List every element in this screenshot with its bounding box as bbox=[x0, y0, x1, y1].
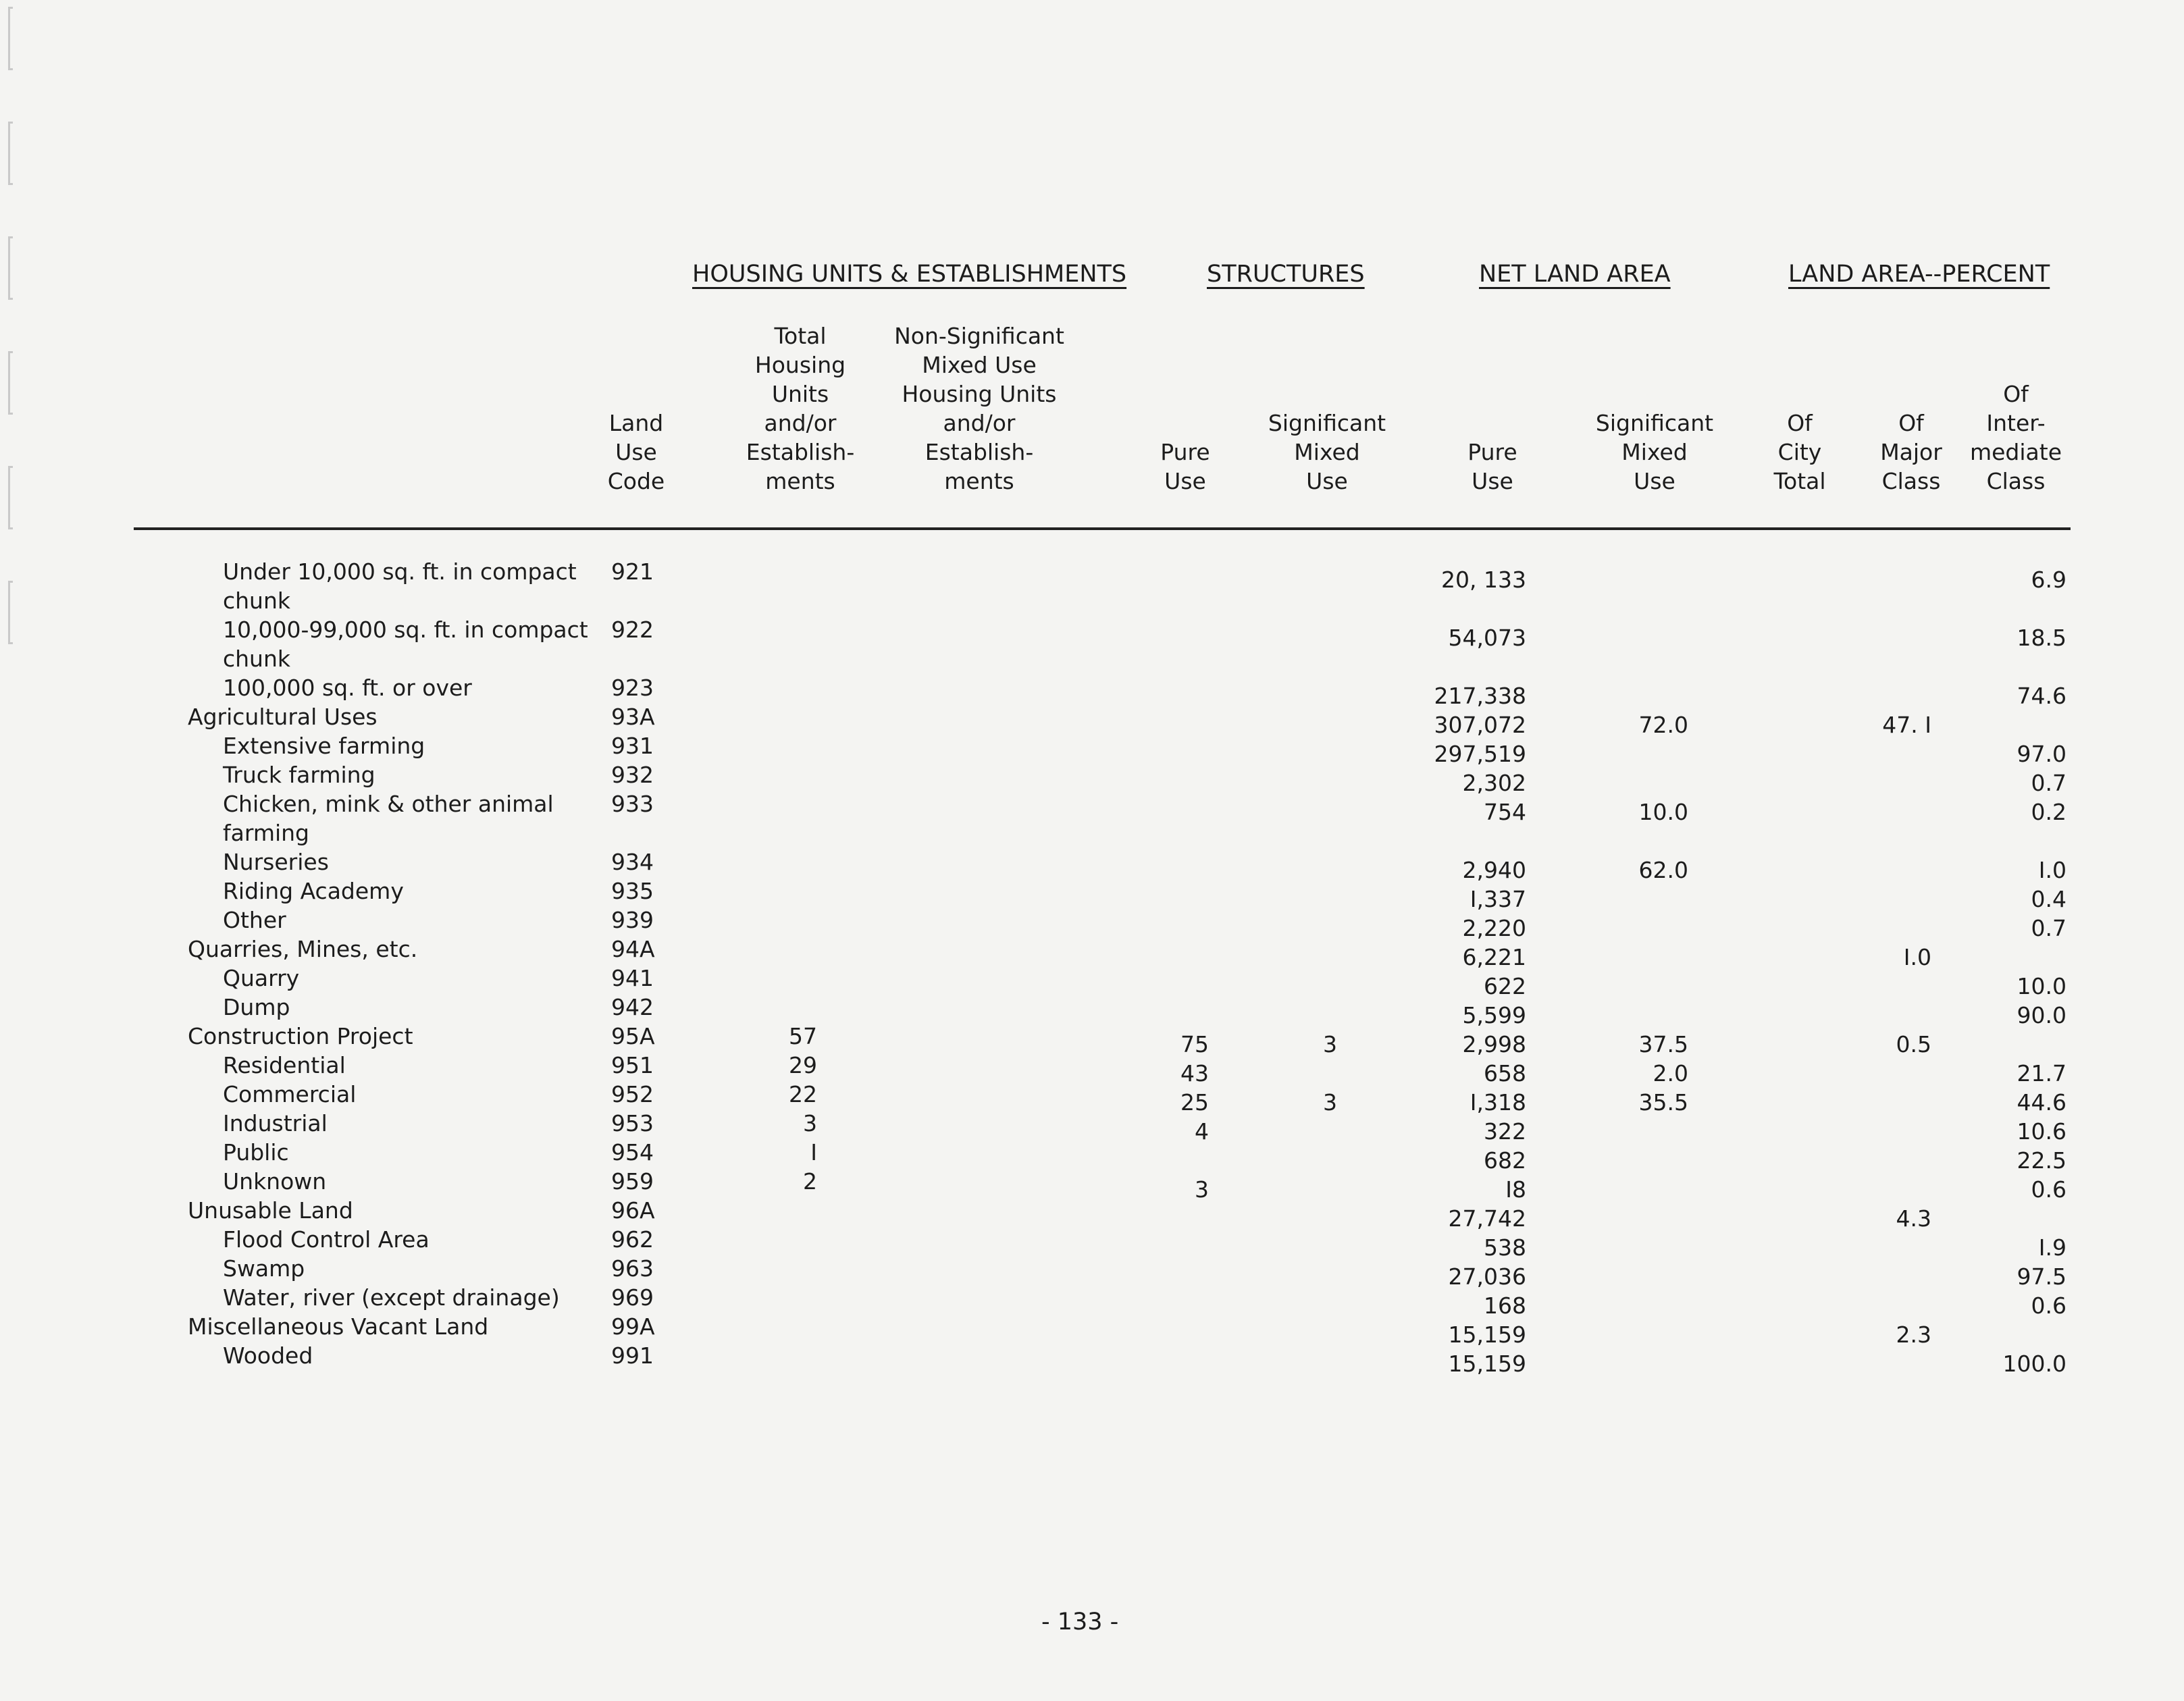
pct-intermediate-value: 74.6 bbox=[2017, 683, 2066, 709]
land-pure-value: 658 bbox=[1484, 1060, 1526, 1087]
land-pure-value: 622 bbox=[1484, 973, 1526, 999]
group-header-housing: HOUSING UNITS & ESTABLISHMENTS bbox=[692, 261, 1127, 288]
land-use-code: 95A bbox=[611, 1023, 655, 1049]
structures-pure-value: 4 bbox=[1195, 1118, 1209, 1145]
land-pure-value: 5,599 bbox=[1462, 1002, 1526, 1028]
land-use-code: 939 bbox=[611, 907, 654, 933]
pct-intermediate-value: I.9 bbox=[2038, 1234, 2066, 1261]
land-pure-value: 54,073 bbox=[1448, 625, 1526, 651]
pct-major-value: 0.5 bbox=[1896, 1031, 1931, 1057]
row-label: 10,000-99,000 sq. ft. in compact chunk bbox=[223, 617, 588, 672]
table-row bbox=[0, 1167, 2184, 1203]
land-use-code: 962 bbox=[611, 1226, 654, 1253]
table-row bbox=[0, 1341, 2184, 1377]
table-row bbox=[0, 1283, 2184, 1319]
land-pure-value: 217,338 bbox=[1434, 683, 1526, 709]
total-housing-value: I bbox=[810, 1139, 817, 1166]
table-row bbox=[0, 847, 2184, 883]
row-label: Other bbox=[223, 907, 286, 933]
row-label: Unusable Land bbox=[188, 1197, 353, 1224]
pct-intermediate-value: 90.0 bbox=[2017, 1002, 2066, 1028]
land-use-code: 932 bbox=[611, 762, 654, 788]
table-row bbox=[0, 964, 2184, 999]
binder-hole bbox=[8, 351, 13, 415]
land-pure-value: 168 bbox=[1484, 1292, 1526, 1319]
land-use-code: 952 bbox=[611, 1081, 654, 1107]
row-label: Swamp bbox=[223, 1255, 305, 1282]
pct-intermediate-value: 0.7 bbox=[2031, 915, 2066, 941]
row-label: Riding Academy bbox=[223, 878, 404, 904]
col-header-land-use-code: Land Use Code bbox=[607, 410, 665, 494]
land-use-code: 951 bbox=[611, 1052, 654, 1078]
land-use-code: 954 bbox=[611, 1139, 654, 1166]
row-label: Truck farming bbox=[223, 762, 375, 788]
group-header-net-land-area: NET LAND AREA bbox=[1479, 261, 1671, 288]
land-use-code: 991 bbox=[611, 1342, 654, 1369]
table-row bbox=[0, 615, 2184, 672]
row-label: Chicken, mink & other animal farming bbox=[223, 791, 554, 846]
land-mixed-value: 62.0 bbox=[1638, 857, 1688, 883]
pct-intermediate-value: 21.7 bbox=[2017, 1060, 2066, 1087]
land-pure-value: 2,998 bbox=[1462, 1031, 1526, 1057]
pct-major-value: 47. I bbox=[1882, 712, 1931, 738]
land-use-code: 93A bbox=[611, 704, 655, 730]
col-header-structures-pure-use: Pure Use bbox=[1160, 439, 1210, 494]
pct-intermediate-value: 44.6 bbox=[2017, 1089, 2066, 1116]
row-label: Quarry bbox=[223, 965, 300, 991]
pct-intermediate-value: 0.2 bbox=[2031, 799, 2066, 825]
land-pure-value: 2,220 bbox=[1462, 915, 1526, 941]
pct-intermediate-value: 97.0 bbox=[2017, 741, 2066, 767]
row-label: Nurseries bbox=[223, 849, 329, 875]
col-header-land-pure-use: Pure Use bbox=[1467, 439, 1517, 494]
row-label: Wooded bbox=[223, 1342, 313, 1369]
land-use-code: 934 bbox=[611, 849, 654, 875]
row-label: Flood Control Area bbox=[223, 1226, 430, 1253]
pct-major-value: 4.3 bbox=[1896, 1205, 1931, 1232]
table-row bbox=[0, 760, 2184, 796]
table-row bbox=[0, 935, 2184, 970]
row-label: Construction Project bbox=[188, 1023, 413, 1049]
pct-intermediate-value: 97.5 bbox=[2017, 1263, 2066, 1290]
table-row bbox=[0, 1254, 2184, 1290]
col-header-land-significant-mixed: Significant Mixed Use bbox=[1595, 410, 1714, 494]
total-housing-value: 2 bbox=[803, 1168, 817, 1195]
land-use-code: 942 bbox=[611, 994, 654, 1020]
land-use-code: 941 bbox=[611, 965, 654, 991]
land-pure-value: 27,742 bbox=[1448, 1205, 1526, 1232]
table-row bbox=[0, 1138, 2184, 1174]
land-use-code: 922 bbox=[611, 617, 654, 643]
land-pure-value: 2,940 bbox=[1462, 857, 1526, 883]
land-pure-value: 754 bbox=[1484, 799, 1526, 825]
table-row bbox=[0, 789, 2184, 846]
total-housing-value: 29 bbox=[789, 1052, 817, 1078]
col-header-non-significant-mixed: Non-Significant Mixed Use Housing Units and/or Establish- ments bbox=[894, 323, 1064, 494]
structures-pure-value: 43 bbox=[1180, 1060, 1209, 1087]
table-row bbox=[0, 1051, 2184, 1087]
total-housing-value: 22 bbox=[789, 1081, 817, 1107]
table-row bbox=[0, 1080, 2184, 1116]
row-label: Dump bbox=[223, 994, 290, 1020]
land-use-code: 935 bbox=[611, 878, 654, 904]
land-pure-value: 297,519 bbox=[1434, 741, 1526, 767]
land-pure-value: 307,072 bbox=[1434, 712, 1526, 738]
land-pure-value: 27,036 bbox=[1448, 1263, 1526, 1290]
land-mixed-value: 37.5 bbox=[1638, 1031, 1688, 1057]
row-label: Extensive farming bbox=[223, 733, 425, 759]
structures-pure-value: 75 bbox=[1180, 1031, 1209, 1057]
land-pure-value: 538 bbox=[1484, 1234, 1526, 1261]
land-use-code: 921 bbox=[611, 558, 654, 585]
land-pure-value: 322 bbox=[1484, 1118, 1526, 1145]
table-row bbox=[0, 1022, 2184, 1057]
total-housing-value: 57 bbox=[789, 1023, 817, 1049]
col-header-of-intermediate-class: Of Inter- mediate Class bbox=[1969, 381, 2062, 494]
table-row bbox=[0, 1312, 2184, 1348]
land-use-code: 931 bbox=[611, 733, 654, 759]
pct-major-value: 2.3 bbox=[1896, 1321, 1931, 1348]
table-row bbox=[0, 673, 2184, 709]
binder-hole bbox=[8, 122, 13, 185]
land-pure-value: 15,159 bbox=[1448, 1351, 1526, 1377]
row-label: Residential bbox=[223, 1052, 346, 1078]
land-pure-value: 682 bbox=[1484, 1147, 1526, 1174]
structures-pure-value: 3 bbox=[1195, 1176, 1209, 1203]
land-use-code: 94A bbox=[611, 936, 655, 962]
structures-pure-value: 25 bbox=[1180, 1089, 1209, 1116]
row-label: Miscellaneous Vacant Land bbox=[188, 1313, 489, 1340]
row-label: Unknown bbox=[223, 1168, 327, 1195]
land-use-code: 96A bbox=[611, 1197, 655, 1224]
land-mixed-value: 10.0 bbox=[1638, 799, 1688, 825]
pct-intermediate-value: 18.5 bbox=[2017, 625, 2066, 651]
pct-intermediate-value: I.0 bbox=[2038, 857, 2066, 883]
page-number: - 133 - bbox=[1041, 1608, 1119, 1635]
row-label: Water, river (except drainage) bbox=[223, 1284, 560, 1311]
row-label: Public bbox=[223, 1139, 289, 1166]
land-use-code: 963 bbox=[611, 1255, 654, 1282]
table-row bbox=[0, 993, 2184, 1028]
row-label: Industrial bbox=[223, 1110, 328, 1136]
land-use-code: 953 bbox=[611, 1110, 654, 1136]
row-label: 100,000 sq. ft. or over bbox=[223, 675, 472, 701]
table-row bbox=[0, 1225, 2184, 1261]
row-label: Commercial bbox=[223, 1081, 357, 1107]
col-header-of-major-class: Of Major Class bbox=[1880, 410, 1942, 494]
pct-major-value: I.0 bbox=[1903, 944, 1931, 970]
pct-intermediate-value: 10.6 bbox=[2017, 1118, 2066, 1145]
land-mixed-value: 2.0 bbox=[1653, 1060, 1688, 1087]
pct-intermediate-value: 6.9 bbox=[2031, 567, 2066, 593]
group-header-structures: STRUCTURES bbox=[1207, 261, 1365, 288]
land-use-code: 923 bbox=[611, 675, 654, 701]
land-pure-value: 6,221 bbox=[1462, 944, 1526, 970]
table-row bbox=[0, 876, 2184, 912]
table-row bbox=[0, 731, 2184, 767]
total-housing-value: 3 bbox=[803, 1110, 817, 1136]
land-use-code: 959 bbox=[611, 1168, 654, 1195]
land-use-code: 969 bbox=[611, 1284, 654, 1311]
col-header-total-housing: Total Housing Units and/or Establish- ments bbox=[746, 323, 855, 494]
row-label: Quarries, Mines, etc. bbox=[188, 936, 418, 962]
pct-intermediate-value: 0.6 bbox=[2031, 1176, 2066, 1203]
land-mixed-value: 35.5 bbox=[1638, 1089, 1688, 1116]
header-rule bbox=[134, 527, 2071, 530]
binder-hole bbox=[8, 466, 13, 529]
group-header-land-area-percent: LAND AREA--PERCENT bbox=[1788, 261, 2050, 288]
land-use-code: 99A bbox=[611, 1313, 655, 1340]
pct-intermediate-value: 100.0 bbox=[2002, 1351, 2066, 1377]
land-pure-value: 2,302 bbox=[1462, 770, 1526, 796]
structures-mixed-value: 3 bbox=[1323, 1089, 1337, 1116]
table-row bbox=[0, 906, 2184, 941]
binder-hole bbox=[8, 7, 13, 70]
table-row bbox=[0, 1109, 2184, 1145]
table-row bbox=[0, 557, 2184, 614]
land-pure-value: I,337 bbox=[1470, 886, 1526, 912]
binder-hole bbox=[8, 236, 13, 300]
pct-intermediate-value: 22.5 bbox=[2017, 1147, 2066, 1174]
land-use-code: 933 bbox=[611, 791, 654, 817]
land-pure-value: 20, 133 bbox=[1441, 567, 1526, 593]
land-mixed-value: 72.0 bbox=[1638, 712, 1688, 738]
pct-intermediate-value: 0.4 bbox=[2031, 886, 2066, 912]
pct-intermediate-value: 10.0 bbox=[2017, 973, 2066, 999]
table-row bbox=[0, 1196, 2184, 1232]
pct-intermediate-value: 0.6 bbox=[2031, 1292, 2066, 1319]
pct-intermediate-value: 0.7 bbox=[2031, 770, 2066, 796]
table-row bbox=[0, 702, 2184, 738]
land-pure-value: I,318 bbox=[1470, 1089, 1526, 1116]
land-pure-value: I8 bbox=[1505, 1176, 1526, 1203]
col-header-structures-significant-mixed: Significant Mixed Use bbox=[1268, 410, 1386, 494]
col-header-of-city-total: Of City Total bbox=[1773, 410, 1826, 494]
land-pure-value: 15,159 bbox=[1448, 1321, 1526, 1348]
row-label: Under 10,000 sq. ft. in compact chunk bbox=[223, 558, 577, 614]
row-label: Agricultural Uses bbox=[188, 704, 378, 730]
structures-mixed-value: 3 bbox=[1323, 1031, 1337, 1057]
